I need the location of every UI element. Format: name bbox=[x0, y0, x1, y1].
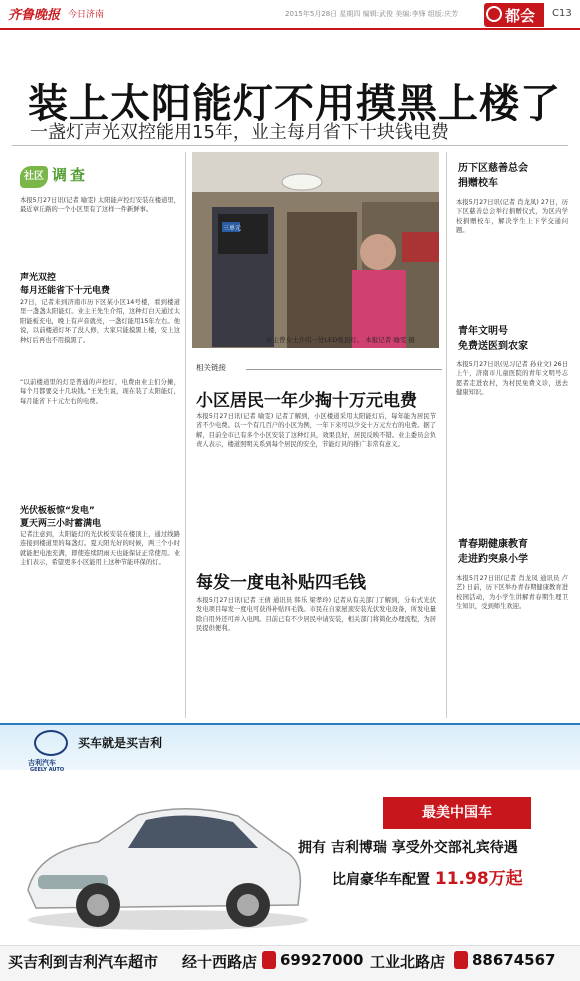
col1-lead: 本报5月27日讯(记者 喻雯) 太阳能声控灯安装在楼道里，最近章丘路的一个小区里有了这样一件新鲜事。 bbox=[20, 197, 180, 214]
main-subhead: 一盏灯声光双控能用15年，业主每月省下十块钱电费 bbox=[30, 122, 449, 143]
col1-subhead-2: 光伏板板惊“发电” bbox=[20, 506, 95, 516]
rcol-head-2b: 免费送医到农家 bbox=[458, 341, 528, 352]
related-link-label: 相关链接 bbox=[196, 363, 226, 372]
rcol-body-2: 本报5月27日讯(见习记者 孙业文) 26日上午，济南市儿童医院的青年文明号志愿者走进农村，为村民免费义诊，送去健康知识。 bbox=[456, 361, 568, 397]
rcol-head-3b: 走进趵突泉小学 bbox=[458, 554, 528, 565]
ad-line-2 bbox=[332, 864, 523, 889]
phone-icon bbox=[262, 951, 276, 969]
column-rule-right bbox=[446, 152, 447, 718]
column-title: 调查 bbox=[52, 166, 89, 184]
col1-body: 27日，记者来到济南市历下区某小区14号楼，看到楼道里一盏盏太阳能灯。业主王先生介绍，这种灯白天通过太阳能板充电，晚上有声音就亮，一盏灯能用15年左右。他说，以前楼道灯坏了没人修，大家只能摸黑上楼，安上这种灯后再也不用摸黑了。 bbox=[20, 299, 180, 344]
rcol-head-1b: 捐赠校车 bbox=[458, 178, 498, 189]
ad-banner: 最美中国车 bbox=[383, 797, 531, 829]
col1-subhead-1b: 每月还能省下十元电费 bbox=[20, 286, 111, 296]
ad-logo-en: GEELY AUTO bbox=[30, 767, 65, 773]
photo-caption: 业主曾女士介绍一处LED吸顶灯。 本报记者 喻雯 摄 bbox=[266, 336, 415, 344]
column-tag: 社区 bbox=[20, 166, 48, 188]
col1-body-3: 记者注意到，太阳能灯的光伏板安装在楼顶上，通过线路连接到楼道里的每盏灯。夏天阳光好的时候，两三个小时就能把电池充满，即使连续阴雨天也能保证正常使用。业主们表示，希望更多小区能用上这种节能环保的灯。 bbox=[20, 531, 180, 567]
col1-body-2: “以前楼道里的灯是普通的声控灯，电费由业主们分摊，每个月都要交十几块钱。”王先生说，现在装了太阳能灯，每月能省下十元左右的电费。 bbox=[20, 379, 180, 405]
page-number: C13 bbox=[552, 8, 572, 19]
story3-body: 本报5月27日讯(记者 王倩 通讯员 韩乐 梁孝玲) 记者从有关部门了解到，分布式光伏发电项目每发一度电可获得补贴四毛钱。市民在自家屋顶安装光伏发电设备，所发电量除自用外还可并入电网。目前已有不少居民申请安装，相关部门将简化办理流程，为居民提供便利。 bbox=[196, 597, 436, 633]
section-circle-icon bbox=[486, 6, 502, 22]
col1-subhead-2b: 夏天两三小时蓄满电 bbox=[20, 519, 102, 529]
divider bbox=[12, 145, 568, 146]
ad-phone-2[interactable]: 88674567 bbox=[472, 951, 556, 969]
rcol-body-3: 本报5月27日讯(记者 肖龙凤 通讯员 卢艺) 日前，历下区举办青春期健康教育进校园活动，为小学生讲解青春期生理卫生知识，受到师生欢迎。 bbox=[456, 575, 568, 611]
ad-store-1: 经十西路店 bbox=[182, 953, 258, 971]
ad-store-slogan: 买吉利到吉利汽车超市 bbox=[8, 953, 159, 971]
section-name: 都会 bbox=[505, 7, 536, 25]
edition-label: 今日济南 bbox=[68, 10, 105, 20]
svg-text:三单元: 三单元 bbox=[223, 225, 242, 232]
news-photo bbox=[192, 152, 439, 348]
dateline: 2015年5月28日 星期四 编辑:武俊 美编:李锋 组版:庆芳 bbox=[285, 10, 459, 18]
ad-line-1: 拥有 吉利博瑞 享受外交部礼宾待遇 bbox=[298, 840, 518, 856]
col1-subhead-1: 声光双控 bbox=[20, 273, 57, 283]
ad-tagline: 买车就是买吉利 bbox=[78, 736, 163, 750]
ad-phone-1[interactable]: 69927000 bbox=[280, 951, 364, 969]
newspaper-logo: 齐鲁晚报 bbox=[8, 8, 61, 23]
story2-body: 本报5月27日讯(记者 喻雯) 记者了解到，小区楼道采用太阳能灯后，每年能为居民节省不少电费。以一个有几百户的小区为例，一年下来可以少交十万元左右的电费。据了解，目前全市已有多个小区安装了这种灯具，效果良好，居民反映不错。业主委员会负责人表示，楼道照明关系到每个居民的安全，节能灯具的推广非常有意义。 bbox=[196, 413, 436, 449]
phone-icon bbox=[454, 951, 468, 969]
ad-logo-text: 吉利汽车 bbox=[28, 759, 56, 767]
car-image bbox=[18, 780, 308, 935]
ad-line-2-text: 比肩豪华车配置 bbox=[332, 872, 430, 888]
rcol-head-2a: 青年文明号 bbox=[458, 326, 508, 337]
rcol-head-1a: 历下区慈善总会 bbox=[458, 163, 528, 174]
related-link-rule bbox=[246, 369, 442, 370]
rcol-head-3a: 青春期健康教育 bbox=[458, 539, 528, 550]
main-headline: 装上太阳能灯不用摸黑上楼了 bbox=[28, 81, 561, 127]
rcol-body-1: 本报5月27日讯(记者 肖龙凤) 27日，历下区慈善总会举行捐赠仪式，为区内学校捐赠校车，解决学生上下学交通问题。 bbox=[456, 199, 568, 235]
story3-title: 每发一度电补贴四毛钱 bbox=[196, 573, 366, 593]
ad-price: 11.98万起 bbox=[434, 869, 523, 889]
ad-store-2: 工业北路店 bbox=[370, 953, 446, 971]
geely-logo-icon bbox=[34, 730, 68, 756]
column-rule bbox=[185, 152, 186, 718]
story2-title: 小区居民一年少掏十万元电费 bbox=[196, 391, 417, 411]
